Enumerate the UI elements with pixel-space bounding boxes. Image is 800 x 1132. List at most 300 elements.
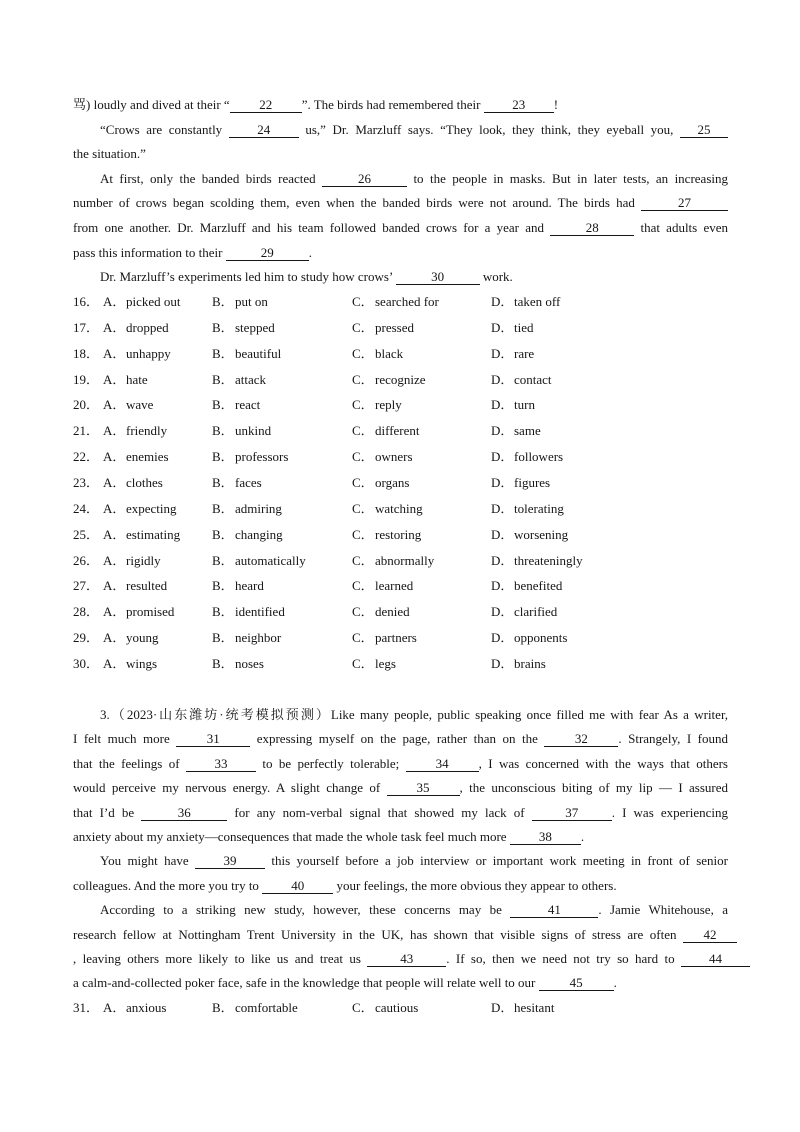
- choice-label: D．: [491, 604, 514, 620]
- choice-label: D．: [491, 371, 514, 387]
- choice-b: [212, 548, 306, 574]
- question-row-28: [73, 599, 728, 625]
- choice-label: C．: [352, 371, 374, 387]
- blank-29: 29: [226, 246, 309, 261]
- passage-text: number of crows began scolding them, even when the banded birds were not around. The birds had: [73, 195, 641, 211]
- choice-label: B．: [212, 397, 234, 413]
- choice-label: A．: [103, 423, 126, 439]
- choice-a: [103, 548, 161, 574]
- passage-text: , I was concerned with the ways that others: [478, 755, 728, 771]
- choice-label: B．: [212, 423, 234, 439]
- choice-c: [352, 444, 413, 470]
- passage-text: a calm-and-collected poker face, safe in the knowledge that people will relate well to our: [73, 975, 539, 991]
- choice-label: C．: [352, 630, 374, 646]
- blank-33: 33: [186, 757, 256, 772]
- blank-36: 36: [141, 806, 227, 821]
- choice-b: [212, 573, 264, 599]
- choice-text: beautiful: [235, 345, 282, 361]
- question-row-24: [73, 496, 728, 522]
- choice-text: pressed: [375, 319, 414, 335]
- choice-label: A．: [103, 1000, 126, 1015]
- choice-b: [212, 996, 298, 1020]
- passage-text: .: [308, 244, 312, 260]
- passage-text: Dr. Marzluff’s experiments led him to study how crows’: [100, 269, 396, 285]
- choice-label: C．: [352, 500, 374, 516]
- choice-text: figures: [514, 475, 551, 491]
- choice-d: [491, 367, 552, 393]
- passage-text: anxiety about my anxiety—consequences that made the whole task feel much more: [73, 828, 510, 844]
- choice-label: B．: [212, 319, 234, 335]
- choice-a: [103, 315, 169, 341]
- blank-35: 35: [387, 781, 460, 796]
- choice-label: D．: [491, 526, 514, 542]
- blank-42: 42: [683, 928, 737, 943]
- passage-text: . If so, then we need not try so hard to: [446, 950, 681, 966]
- passage-text: that the feelings of: [73, 755, 186, 771]
- choice-text: friendly: [126, 423, 168, 439]
- choice-d: [491, 625, 567, 651]
- passage-line: [73, 825, 728, 849]
- choice-text: resulted: [126, 578, 168, 594]
- passage-line: [73, 801, 728, 825]
- choice-label: B．: [212, 345, 234, 361]
- blank-39: 39: [195, 854, 265, 869]
- choice-text: unkind: [235, 423, 272, 439]
- blank-44: 44: [681, 952, 750, 967]
- choice-text: admiring: [235, 500, 282, 516]
- choice-text: noses: [235, 656, 264, 672]
- choice-d: [491, 470, 550, 496]
- blank-23: 23: [484, 98, 554, 113]
- choice-d: [491, 444, 563, 470]
- choice-text: attack: [235, 371, 267, 387]
- choice-label: D．: [491, 345, 514, 361]
- passage-text: “Crows are constantly: [100, 121, 229, 137]
- blank-41: 41: [510, 903, 598, 918]
- choice-label: C．: [352, 294, 374, 309]
- choice-label: A．: [103, 656, 126, 672]
- choice-label: B．: [212, 526, 234, 542]
- question-number: 22．: [73, 449, 100, 465]
- question-number: 28．: [73, 604, 100, 620]
- passage-text: colleagues. And the more you try to: [73, 877, 263, 893]
- blank-27: 27: [641, 196, 728, 211]
- blank-24: 24: [229, 123, 299, 138]
- choice-label: D．: [491, 449, 514, 465]
- choice-label: B．: [212, 1000, 234, 1015]
- blank-22: 22: [230, 98, 302, 113]
- passage-line: [73, 216, 728, 241]
- choice-d: [491, 548, 583, 574]
- choice-label: D．: [491, 578, 514, 594]
- passage-line: [73, 142, 728, 167]
- choice-text: taken off: [514, 294, 561, 309]
- passage-text: , leaving others more likely to like us and treat us: [73, 950, 368, 966]
- choice-c: [352, 289, 439, 315]
- choice-b: [212, 496, 282, 522]
- choice-label: A．: [103, 449, 126, 465]
- choice-text: estimating: [126, 526, 181, 542]
- choice-c: [352, 341, 403, 367]
- choice-label: C．: [352, 526, 374, 542]
- choice-label: D．: [491, 656, 514, 672]
- choice-label: D．: [491, 423, 514, 439]
- choice-d: [491, 573, 562, 599]
- blank-45: 45: [539, 976, 614, 991]
- choice-label: B．: [212, 656, 234, 672]
- choice-a: [103, 392, 153, 418]
- choice-a: [103, 367, 148, 393]
- passage-text: , the unconscious biting of my lip — I assured: [459, 780, 728, 796]
- passage-text: would perceive my nervous energy. A slight change of: [73, 780, 387, 796]
- passage-text: I felt much more: [73, 731, 177, 747]
- choice-d: [491, 315, 534, 341]
- choice-label: C．: [352, 449, 374, 465]
- passage-line: [73, 923, 737, 947]
- choice-c: [352, 651, 396, 677]
- passage-text: from one another. Dr. Marzluff and his team followed banded crows for a year and: [73, 219, 551, 235]
- passage-text: the situation.”: [73, 146, 146, 162]
- question-number: 24．: [73, 500, 100, 516]
- choice-label: C．: [352, 552, 374, 568]
- choice-text: reply: [375, 397, 402, 413]
- question-number: 17．: [73, 319, 100, 335]
- choice-c: [352, 996, 418, 1020]
- choice-c: [352, 496, 423, 522]
- choice-b: [212, 341, 281, 367]
- question-number: 29．: [73, 630, 100, 646]
- choice-text: tolerating: [514, 500, 564, 516]
- choice-text: cautious: [375, 1000, 419, 1015]
- passage-text: According to a striking new study, however, these concerns may be: [100, 902, 511, 918]
- choice-text: comfortable: [235, 1000, 298, 1015]
- passage-line: [73, 849, 728, 873]
- choice-text: owners: [375, 449, 413, 465]
- choice-text: followers: [514, 449, 564, 465]
- choice-text: watching: [375, 500, 423, 516]
- choice-text: hesitant: [514, 1000, 555, 1015]
- choice-text: expecting: [126, 500, 177, 516]
- passage-text: that adults even: [634, 219, 728, 235]
- choice-d: [491, 996, 554, 1020]
- choice-label: D．: [491, 1000, 514, 1015]
- choice-label: B．: [212, 630, 234, 646]
- question-heading: 3.（2023·山东潍坊·统考模拟预测）Like many people, public speaking once filled me with fear As a writer,: [100, 707, 728, 722]
- choice-b: [212, 599, 285, 625]
- choice-label: C．: [352, 423, 374, 439]
- question-row-30: [73, 651, 728, 677]
- passage-line: [73, 241, 728, 266]
- question-row-23: [73, 470, 728, 496]
- question-row-18: [73, 341, 728, 367]
- question-row-17: [73, 315, 728, 341]
- choice-text: contact: [514, 371, 552, 387]
- choice-a: [103, 496, 177, 522]
- choice-label: C．: [352, 319, 374, 335]
- blank-30: 30: [396, 270, 480, 285]
- choice-a: [103, 289, 181, 315]
- choice-d: [491, 289, 560, 315]
- blank-28: 28: [550, 221, 634, 236]
- passage-text: . I was experiencing: [611, 804, 729, 820]
- choice-text: dropped: [126, 319, 169, 335]
- choice-text: clothes: [126, 475, 163, 491]
- choice-a: [103, 573, 167, 599]
- question-row-29: [73, 625, 728, 651]
- passage-text: for any nom-verbal signal that showed my lack of: [227, 804, 532, 820]
- choice-text: faces: [235, 475, 262, 491]
- passage-text: pass this information to their: [73, 244, 226, 260]
- passage-text: your feelings, the more obvious they appear to others.: [333, 877, 617, 893]
- choice-b: [212, 289, 268, 315]
- question-number: 20．: [73, 397, 100, 413]
- choice-b: [212, 315, 275, 341]
- choice-text: learned: [375, 578, 414, 594]
- choice-text: automatically: [235, 552, 306, 568]
- choice-d: [491, 392, 535, 418]
- passage-text: us,” Dr. Marzluff says. “They look, they think, they eyeball you,: [298, 121, 680, 137]
- choice-a: [103, 418, 167, 444]
- choice-label: C．: [352, 656, 374, 672]
- choice-d: [491, 341, 534, 367]
- choice-label: C．: [352, 604, 374, 620]
- choice-text: brains: [514, 656, 546, 672]
- choice-label: C．: [352, 345, 374, 361]
- passage-line: [73, 752, 728, 776]
- choice-text: stepped: [235, 319, 275, 335]
- choice-label: B．: [212, 604, 234, 620]
- choice-text: rare: [514, 345, 535, 361]
- passage-line: [73, 118, 728, 143]
- choice-label: D．: [491, 500, 514, 516]
- options-31: [73, 996, 728, 1020]
- passage-text: You might have: [100, 853, 196, 869]
- passage-line: [73, 898, 728, 922]
- question-number: 16．: [73, 294, 100, 309]
- cloze-passage-question-3: [73, 703, 728, 996]
- choice-label: A．: [103, 319, 126, 335]
- blank-31: 31: [176, 732, 250, 747]
- choice-label: D．: [491, 475, 514, 491]
- choice-label: A．: [103, 475, 126, 491]
- choice-text: unhappy: [126, 345, 171, 361]
- choice-text: hate: [126, 371, 148, 387]
- choice-label: A．: [103, 552, 126, 568]
- choice-text: tied: [514, 319, 534, 335]
- question-number: 21．: [73, 423, 100, 439]
- choice-text: heard: [235, 578, 264, 594]
- cloze-passage-crows: [73, 93, 728, 290]
- choice-label: B．: [212, 294, 234, 309]
- passage-line: [73, 703, 728, 727]
- choice-label: A．: [103, 500, 126, 516]
- question-row-27: [73, 573, 728, 599]
- passage-text: . Jamie Whitehouse, a: [598, 902, 729, 918]
- choice-b: [212, 418, 271, 444]
- choice-b: [212, 651, 264, 677]
- choice-label: A．: [103, 397, 126, 413]
- passage-text: . Strangely, I found: [618, 731, 728, 747]
- choice-a: [103, 341, 171, 367]
- passage-text: to the people in masks. But in later tests, an increasing: [407, 170, 728, 186]
- choice-c: [352, 315, 414, 341]
- choice-label: B．: [212, 371, 234, 387]
- choice-text: different: [375, 423, 420, 439]
- choice-label: B．: [212, 449, 234, 465]
- choice-text: young: [126, 630, 159, 646]
- choice-a: [103, 522, 180, 548]
- choice-label: A．: [103, 578, 126, 594]
- choice-text: restoring: [375, 526, 422, 542]
- choice-a: [103, 625, 159, 651]
- choice-label: A．: [103, 604, 126, 620]
- passage-line: [73, 727, 728, 751]
- passage-text: At first, only the banded birds reacted: [100, 170, 323, 186]
- choice-label: A．: [103, 630, 126, 646]
- blank-37: 37: [532, 806, 612, 821]
- choice-c: [352, 367, 426, 393]
- question-row-16: [73, 289, 728, 315]
- choice-b: [212, 444, 288, 470]
- choice-label: D．: [491, 630, 514, 646]
- choice-text: threateningly: [514, 552, 583, 568]
- choice-c: [352, 625, 417, 651]
- question-number: 19．: [73, 371, 100, 387]
- question-number: 30．: [73, 656, 100, 672]
- question-number: 18．: [73, 345, 100, 361]
- passage-text: that I’d be: [73, 804, 142, 820]
- choice-b: [212, 522, 283, 548]
- blank-34: 34: [406, 757, 479, 772]
- choice-b: [212, 392, 260, 418]
- passage-text: .: [580, 828, 585, 844]
- choice-text: professors: [235, 449, 289, 465]
- passage-line: [73, 971, 728, 995]
- choice-text: turn: [514, 397, 535, 413]
- choice-b: [212, 367, 266, 393]
- choice-label: A．: [103, 371, 126, 387]
- question-number: 27．: [73, 578, 100, 594]
- choice-a: [103, 470, 163, 496]
- choice-d: [491, 496, 564, 522]
- choice-label: B．: [212, 500, 234, 516]
- choice-label: A．: [103, 294, 126, 309]
- passage-text: !: [553, 97, 559, 112]
- blank-25: 25: [680, 123, 728, 138]
- question-number: 31．: [73, 1000, 100, 1015]
- choice-label: D．: [491, 552, 514, 568]
- passage-line: [73, 191, 728, 216]
- choice-text: wave: [126, 397, 154, 413]
- choice-label: B．: [212, 578, 234, 594]
- choice-label: C．: [352, 397, 374, 413]
- passage-text: to be perfectly tolerable;: [255, 755, 406, 771]
- choice-text: changing: [235, 526, 283, 542]
- choice-label: A．: [103, 345, 126, 361]
- choice-label: C．: [352, 1000, 374, 1015]
- choice-d: [491, 418, 541, 444]
- question-number: 26．: [73, 552, 100, 568]
- choice-label: C．: [352, 578, 374, 594]
- choice-c: [352, 599, 410, 625]
- passage-text: .: [613, 975, 617, 991]
- blank-38: 38: [510, 830, 581, 845]
- choice-d: [491, 651, 546, 677]
- choice-text: put on: [235, 294, 268, 309]
- question-number: 25．: [73, 526, 100, 542]
- passage-text: research fellow at Nottingham Trent University in the UK, has shown that visible signs of stress are often: [73, 926, 683, 942]
- choice-label: C．: [352, 475, 374, 491]
- choice-text: abnormally: [375, 552, 435, 568]
- choice-label: D．: [491, 319, 514, 335]
- choice-text: same: [514, 423, 541, 439]
- choice-text: react: [235, 397, 261, 413]
- blank-32: 32: [544, 732, 618, 747]
- choice-text: searched for: [375, 294, 439, 309]
- passage-line: [73, 265, 728, 290]
- choice-d: [491, 599, 557, 625]
- options-16-30: [73, 289, 728, 677]
- choice-c: [352, 470, 409, 496]
- choice-text: denied: [375, 604, 410, 620]
- choice-text: rigidly: [126, 552, 161, 568]
- passage-text: work.: [479, 269, 513, 285]
- choice-c: [352, 418, 420, 444]
- choice-a: [103, 599, 174, 625]
- question-row-21: [73, 418, 728, 444]
- choice-a: [103, 996, 166, 1020]
- choice-text: black: [375, 345, 404, 361]
- choice-label: D．: [491, 397, 514, 413]
- choice-c: [352, 548, 434, 574]
- question-row-31: [73, 996, 728, 1020]
- choice-text: benefited: [514, 578, 563, 594]
- choice-a: [103, 444, 169, 470]
- choice-text: picked out: [126, 294, 181, 309]
- choice-text: enemies: [126, 449, 169, 465]
- choice-label: D．: [491, 294, 514, 309]
- question-row-26: [73, 548, 728, 574]
- choice-text: opponents: [514, 630, 568, 646]
- choice-text: anxious: [126, 1000, 167, 1015]
- blank-43: 43: [367, 952, 446, 967]
- passage-text: ”. The birds had remembered their: [301, 97, 484, 112]
- choice-text: clarified: [514, 604, 558, 620]
- passage-text: 骂) loudly and dived at their “: [73, 97, 230, 112]
- blank-26: 26: [322, 172, 407, 187]
- choice-label: A．: [103, 526, 126, 542]
- choice-label: B．: [212, 552, 234, 568]
- question-row-20: [73, 392, 728, 418]
- choice-c: [352, 573, 413, 599]
- choice-b: [212, 625, 281, 651]
- passage-line: [73, 947, 750, 971]
- blank-40: 40: [262, 879, 333, 894]
- choice-a: [103, 651, 157, 677]
- choice-text: neighbor: [235, 630, 282, 646]
- choice-text: promised: [126, 604, 175, 620]
- passage-line: [73, 874, 728, 898]
- choice-text: legs: [375, 656, 396, 672]
- question-row-22: [73, 444, 728, 470]
- choice-label: B．: [212, 475, 234, 491]
- passage-line: [73, 167, 728, 192]
- question-row-19: [73, 367, 728, 393]
- choice-text: wings: [126, 656, 158, 672]
- choice-c: [352, 522, 421, 548]
- choice-text: worsening: [514, 526, 569, 542]
- passage-text: this yourself before a job interview or important work meeting in front of senior: [265, 853, 728, 869]
